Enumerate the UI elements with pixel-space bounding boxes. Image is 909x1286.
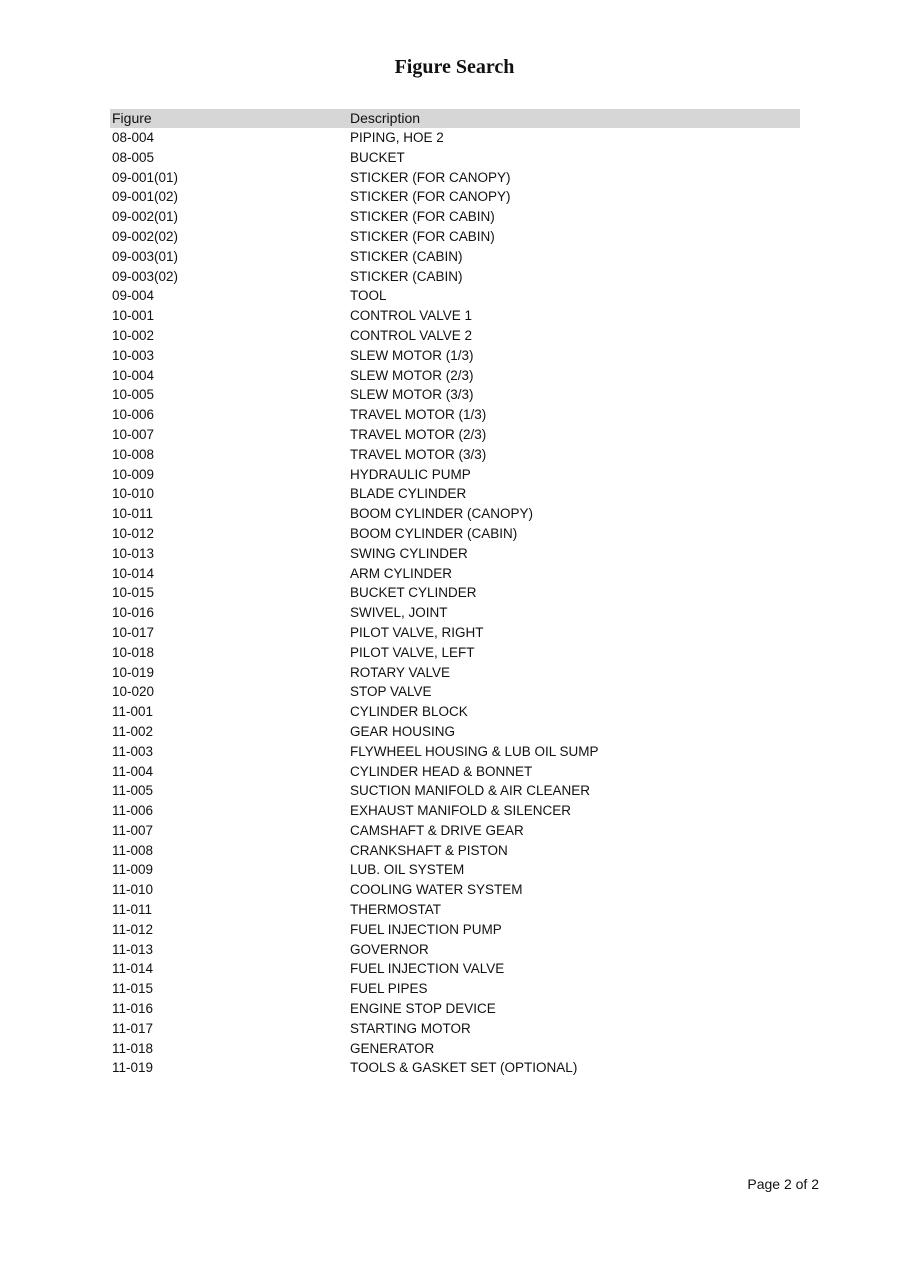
description-cell: GOVERNOR	[350, 941, 429, 957]
description-cell: STICKER (FOR CABIN)	[350, 228, 495, 244]
description-cell: ENGINE STOP DEVICE	[350, 1001, 496, 1017]
description-cell: PILOT VALVE, LEFT	[350, 644, 475, 660]
description-cell: THERMOSTAT	[350, 902, 441, 918]
description-cell: STICKER (FOR CANOPY)	[350, 189, 511, 205]
figure-number-cell: 10-005	[112, 387, 155, 403]
figure-number-cell: 10-003	[112, 347, 155, 363]
table-header-row	[110, 109, 800, 128]
description-cell: FUEL INJECTION VALVE	[350, 961, 505, 977]
description-cell: CONTROL VALVE 2	[350, 327, 473, 343]
page-title: Figure Search	[394, 56, 515, 78]
figure-number-cell: 11-001	[112, 704, 154, 720]
description-cell: STOP VALVE	[350, 684, 432, 700]
table-row	[110, 445, 800, 465]
description-cell: BUCKET CYLINDER	[350, 585, 477, 601]
figure-number-cell: 10-020	[112, 684, 155, 700]
figure-number-cell: 09-001(01)	[112, 169, 179, 185]
table-row	[110, 128, 800, 148]
figure-number-cell: 11-005	[112, 783, 154, 799]
description-cell: PIPING, HOE 2	[350, 130, 444, 145]
table-row	[110, 346, 800, 366]
description-cell: FUEL PIPES	[350, 981, 428, 997]
figure-number-cell: 10-010	[112, 486, 155, 502]
table-row	[110, 880, 800, 900]
figure-number-cell: 10-006	[112, 407, 155, 423]
description-cell: SLEW MOTOR (3/3)	[350, 387, 474, 403]
page-number: Page 2 of 2	[747, 1176, 819, 1192]
description-cell: PILOT VALVE, RIGHT	[350, 624, 484, 640]
description-cell: LUB. OIL SYSTEM	[350, 862, 465, 878]
column-header-figure: Figure	[110, 109, 348, 128]
table-row	[110, 979, 800, 999]
description-cell: GENERATOR	[350, 1040, 435, 1056]
figure-number-cell: 11-019	[112, 1060, 154, 1076]
figure-number-cell: 11-002	[112, 723, 154, 739]
table-row	[110, 643, 800, 663]
table-row	[110, 1039, 800, 1059]
table-row	[110, 544, 800, 564]
figure-number-cell: 10-011	[112, 506, 154, 522]
table-row	[110, 227, 800, 247]
description-cell: CYLINDER HEAD & BONNET	[350, 763, 533, 779]
figure-number-cell: 10-009	[112, 466, 155, 482]
table-row	[110, 425, 800, 445]
figure-number-cell: 09-003(02)	[112, 268, 179, 284]
table-row	[110, 148, 800, 168]
figure-number-cell: 10-014	[112, 565, 155, 581]
figure-number-cell: 10-002	[112, 327, 155, 343]
figure-number-cell: 10-013	[112, 545, 155, 561]
table-row	[110, 267, 800, 287]
description-cell: TOOL	[350, 288, 387, 304]
column-header-description: Description	[348, 109, 800, 128]
table-row	[110, 366, 800, 386]
description-cell: SWIVEL, JOINT	[350, 605, 448, 621]
figure-number-cell: 08-005	[112, 149, 155, 165]
figure-number-cell: 10-001	[112, 308, 155, 324]
table-row	[110, 1019, 800, 1039]
figure-number-cell: 10-018	[112, 644, 155, 660]
description-cell: TOOLS & GASKET SET (OPTIONAL)	[350, 1060, 578, 1076]
table-row	[110, 484, 800, 504]
figure-number-cell: 11-004	[112, 763, 154, 779]
description-cell: CYLINDER BLOCK	[350, 704, 468, 720]
figure-number-cell: 10-012	[112, 525, 155, 541]
description-cell: ARM CYLINDER	[350, 565, 453, 581]
figure-number-cell: 09-004	[112, 288, 155, 304]
table-row	[110, 187, 800, 207]
table-row	[110, 841, 800, 861]
description-cell: STICKER (FOR CANOPY)	[350, 169, 511, 185]
table-row	[110, 168, 800, 188]
figure-number-cell: 11-009	[112, 862, 154, 878]
table-row	[110, 999, 800, 1019]
table-row	[110, 940, 800, 960]
table-row	[110, 286, 800, 306]
figure-number-cell: 10-019	[112, 664, 155, 680]
table-row	[110, 504, 800, 524]
description-cell: SWING CYLINDER	[350, 545, 468, 561]
table-header	[110, 109, 800, 128]
description-cell: SLEW MOTOR (1/3)	[350, 347, 474, 363]
description-cell: STICKER (FOR CABIN)	[350, 209, 495, 225]
figure-number-cell: 11-015	[112, 981, 154, 997]
description-cell: TRAVEL MOTOR (3/3)	[350, 446, 487, 462]
table-row	[110, 524, 800, 544]
table-row	[110, 564, 800, 584]
description-cell: STICKER (CABIN)	[350, 248, 463, 264]
figure-number-cell: 11-012	[112, 921, 154, 937]
table-row	[110, 860, 800, 880]
figure-number-cell: 08-004	[112, 130, 155, 145]
table-row	[110, 920, 800, 940]
table-row	[110, 781, 800, 801]
figure-number-cell: 11-016	[112, 1001, 154, 1017]
table-row	[110, 465, 800, 485]
table-row	[110, 623, 800, 643]
figure-number-cell: 09-003(01)	[112, 248, 179, 264]
description-cell: BOOM CYLINDER (CABIN)	[350, 525, 518, 541]
table-row	[110, 663, 800, 683]
table-row	[110, 583, 800, 603]
figure-number-cell: 11-010	[112, 882, 154, 898]
description-cell: FUEL INJECTION PUMP	[350, 921, 502, 937]
table-row	[110, 1058, 800, 1078]
figure-number-cell: 09-001(02)	[112, 189, 179, 205]
table-row	[110, 722, 800, 742]
table-row	[110, 603, 800, 623]
figure-number-cell: 11-018	[112, 1040, 154, 1056]
description-cell: BLADE CYLINDER	[350, 486, 467, 502]
figure-number-cell: 09-002(02)	[112, 228, 179, 244]
description-cell: CONTROL VALVE 1	[350, 308, 473, 324]
table-row	[110, 247, 800, 267]
table-row	[110, 742, 800, 762]
figure-number-cell: 11-011	[112, 902, 153, 918]
figure-number-cell: 10-007	[112, 426, 155, 442]
table-row	[110, 762, 800, 782]
table-row	[110, 405, 800, 425]
description-cell: TRAVEL MOTOR (2/3)	[350, 426, 487, 442]
description-cell: FLYWHEEL HOUSING & LUB OIL SUMP	[350, 743, 599, 759]
figure-number-cell: 11-017	[112, 1020, 154, 1036]
table-row	[110, 821, 800, 841]
table-row	[110, 326, 800, 346]
description-cell: BOOM CYLINDER (CANOPY)	[350, 506, 534, 522]
figure-number-cell: 10-008	[112, 446, 155, 462]
figure-number-cell: 09-002(01)	[112, 209, 179, 225]
description-cell: BUCKET	[350, 149, 405, 165]
description-cell: STARTING MOTOR	[350, 1020, 471, 1036]
description-cell: EXHAUST MANIFOLD & SILENCER	[350, 803, 572, 819]
description-cell: SUCTION MANIFOLD & AIR CLEANER	[350, 783, 591, 799]
table-row	[110, 702, 800, 722]
figure-number-cell: 11-003	[112, 743, 154, 759]
figure-number-cell: 11-007	[112, 822, 154, 838]
table-row	[110, 207, 800, 227]
figure-number-cell: 11-008	[112, 842, 154, 858]
table-row	[110, 959, 800, 979]
table-row	[110, 306, 800, 326]
description-cell: STICKER (CABIN)	[350, 268, 463, 284]
description-cell: CRANKSHAFT & PISTON	[350, 842, 508, 858]
figure-number-cell: 10-015	[112, 585, 155, 601]
description-cell: GEAR HOUSING	[350, 723, 456, 739]
table-body	[110, 128, 800, 1078]
description-cell: TRAVEL MOTOR (1/3)	[350, 407, 487, 423]
description-cell: SLEW MOTOR (2/3)	[350, 367, 474, 383]
figure-table	[110, 109, 800, 1078]
description-cell: CAMSHAFT & DRIVE GEAR	[350, 822, 524, 838]
figure-number-cell: 10-004	[112, 367, 155, 383]
table-row	[110, 385, 800, 405]
figure-number-cell: 10-017	[112, 624, 155, 640]
description-cell: HYDRAULIC PUMP	[350, 466, 471, 482]
table-row	[110, 801, 800, 821]
table-row	[110, 682, 800, 702]
figure-number-cell: 11-006	[112, 803, 154, 819]
description-cell: ROTARY VALVE	[350, 664, 451, 680]
figure-number-cell: 11-013	[112, 941, 154, 957]
figure-number-cell: 11-014	[112, 961, 154, 977]
table-row	[110, 900, 800, 920]
figure-number-cell: 10-016	[112, 605, 155, 621]
description-cell: COOLING WATER SYSTEM	[350, 882, 523, 898]
